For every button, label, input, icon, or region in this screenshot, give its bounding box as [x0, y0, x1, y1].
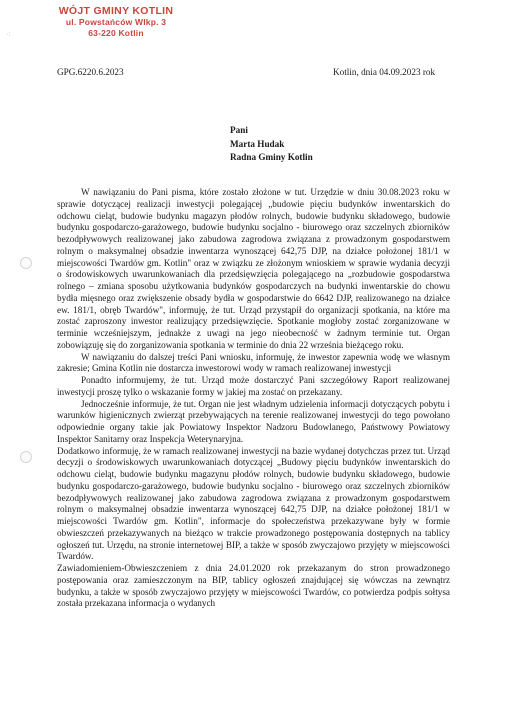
stamp-line-3: 63-220 Kotlin: [88, 28, 144, 38]
paragraph-2: W nawiązaniu do dalszej treści Pani wniosku, informuję, że inwestor zapewnia wodę we własnym zakresie; Gmina Kotlin nie dostarcza inwestorowi wody w ramach realizowanej inwestycji: [57, 351, 450, 374]
punch-hole-top: [20, 257, 32, 269]
margin-mark: ⁖: [6, 30, 11, 39]
paragraph-3: Ponadto informujemy, że tut. Urząd może dostarczyć Pani szczegółowy Raport realizowanej inwestycji proszę tylko o wskazanie formy w jakiej ma zostać on przekazany.: [57, 375, 450, 397]
addressee-line-1: Pani: [230, 125, 248, 135]
stamp-line-1: WÓJT GMINY KOTLIN: [58, 5, 174, 17]
letter-body: [57, 187, 450, 610]
addressee-line-3: Radna Gminy Kotlin: [230, 152, 313, 162]
reference-number: GPG.6220.6.2023: [57, 67, 124, 77]
paragraph-6: Zawiadomieniem-Obwieszczeniem z dnia 24.01.2020 rok przekazanym do stron prowadzonego postępowania oraz zamieszczonym na BIP, tablicy ogłoszeń znajdującej się wówczas na zewnątrz budynku, a także w sposób zwyczajowo przyjęty w miejscowości Twardów, co potwierdza podpis sołtysa została przekazana informacja o wydanych: [57, 563, 450, 609]
stamp-line-2: ul. Powstańców Wlkp. 3: [65, 17, 167, 27]
date-line: Kotlin, dnia 04.09.2023 rok: [333, 67, 436, 77]
addressee-block: [230, 124, 313, 165]
office-stamp: [56, 6, 176, 39]
paragraph-1: W nawiązaniu do Pani pisma, które zostało złożone w tut. Urzędzie w dniu 30.08.2023 roku w sprawie dotyczącej realizacji inwestycji polegającej „budowie pięciu budynków inwentarskich do odchowu cieląt, budowie budynku magazyn płodów rolnych, budowie budynku składowego, budowie budynku gospodarczo-garażowego, budowie budynku socjalno - biurowego oraz szczelnych zbiorników bezodpływowych realizowanej jako zabudowa zagrodowa związana z prowadzonym gospodarstwem rolnym o maksymalnej obsadzie inwentarza wynoszącej 642,75 DJP, na działce położonej 181/1 w miejscowości Twardów gm. Kotlin" oraz w związku ze złożonym wnioskiem w sprawie wydania decyzji o środowiskowych uwarunkowaniach dla przedsięwzięcia polegającego na „rozbudowie gospodarstwa rolnego – zmiana sposobu użytkowania budynków gospodarczych na budynki inwentarskie do chowu bydła mięsnego oraz zwiększenie obsady bydła w gospodarstwie do 6642 DJP, realizowanego na działce ew. 181/1, obręb Twardów", informuję, że tut. Urząd przystąpił do organizacji spotkania, na które ma zostać zaproszony inwestor realizujący przedsięwzięcie. Spotkanie mogłoby zostać zorganizowane w terminie wcześniejszym, jednakże z uwagi na jego nieobecność w żadnym terminie tut. Organ zobowiązuję się do zorganizowania spotkania w terminie do dnia 22 września bieżącego roku.: [57, 187, 450, 350]
addressee-line-2: Marta Hudak: [230, 138, 285, 149]
paragraph-5: Dodatkowo informuję, że w ramach realizowanej inwestycji na bazie wydanej dotychczas przez tut. Urząd decyzji o środowiskowych uwarunkowaniach dotyczącej „Budowy pięciu budynków inwentarskich do odchowu cieląt, budowie budynku magazynu płodów rolnych, budowie budynku składowego, budowie budynku gospodarczo-garażowego, budowie budynku socjalno - biurowego oraz szczelnych zbiorników bezodpływowych realizowanej jako zabudowa zagrodowa związana z prowadzonym gospodarstwem rolnym o maksymalnej obsadzie inwentarza wynoszącej 642,75 DJP, na działce położonej 181/1 w miejscowości Twardów gm. Kotlin", informacje do społeczeństwa przekazywane były w formie obwieszczeń przekazywanych na bieżąco w trakcie prowadzonego postępowania dostępnych na tablicy ogłoszeń tut. Urzędu, na stronie internetowej BIP, a także w sposób zwyczajowo przyjęty w miejscowości Twardów.: [57, 445, 450, 562]
paragraph-4: Jednocześnie informuje, że tut. Organ nie jest władnym udzielenia informacji dotyczących pobytu i warunków higienicznych zwierząt przebywających na terenie realizowanej inwestycji do tego powołano odpowiednie organy takie jak Powiatowy Inspektor Nadzoru Budowlanego, Państwowy Powiatowy Inspektor Sanitarny oraz Inspekcja Weterynaryjna.: [57, 398, 450, 444]
punch-hole-bottom: [20, 451, 32, 463]
